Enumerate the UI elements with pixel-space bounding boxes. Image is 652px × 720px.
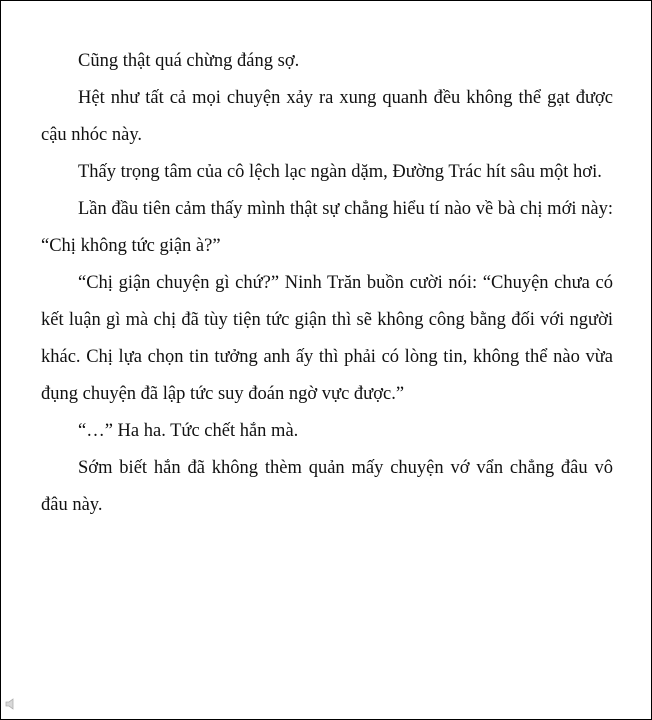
paragraph-2: Hệt như tất cả mọi chuyện xảy ra xung quanh đều không thể gạt được cậu nhóc này. xyxy=(41,88,613,145)
paragraph-5: “Chị giận chuyện gì chứ?” Ninh Trăn buồn cười nói: “Chuyện chưa có kết luận gì mà chị đã tùy tiện tức giận thì sẽ không công bằng đối với người khác. Chị lựa chọn tin tưởng anh ấy thì phải có lòng tin, không thể nào vừa đụng chuyện đã lập tức suy đoán ngờ vực được.” xyxy=(41,273,613,404)
paragraph-6: “…” Ha ha. Tức chết hắn mà. xyxy=(78,421,299,441)
document-body xyxy=(41,43,613,524)
speaker-icon[interactable] xyxy=(5,697,19,709)
paragraph-7: Sớm biết hắn đã không thèm quản mấy chuyện vớ vẩn chẳng đâu vô đâu này. xyxy=(41,458,613,515)
paragraph-3: Thấy trọng tâm của cô lệch lạc ngàn dặm, Đường Trác hít sâu một hơi. xyxy=(78,162,602,182)
paragraph-1: Cũng thật quá chừng đáng sợ. xyxy=(78,51,300,71)
paragraph-4: Lần đầu tiên cảm thấy mình thật sự chẳng hiểu tí nào về bà chị mới này: “Chị không tức giận à?” xyxy=(41,199,613,256)
